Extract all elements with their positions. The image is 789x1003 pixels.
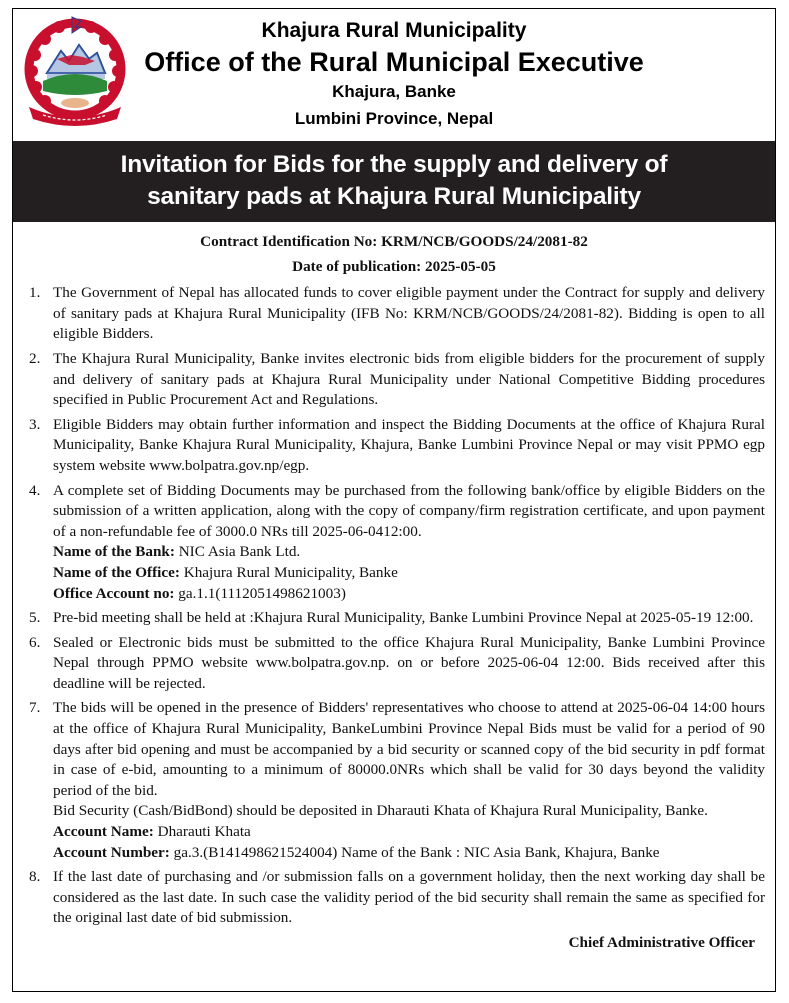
bank-name-label: Name of the Bank: — [53, 543, 175, 561]
list-item-number: 7. — [29, 699, 41, 717]
list-item-text: The Government of Nepal has allocated funds to cover eligible payment under the Contract for supply and delivery of sanitary pads at Khajura Rural Municipality (IFB No: KRM/NCB/GOODS/24/2081-82). Bidding is open to all eligible Bidders. — [53, 284, 765, 343]
list-item-text: The bids will be opened in the presence of Bidders' representatives who choose to attend at 2025-06-04 14:00 hours at the office of Khajura Rural Municipality, BankeLumbini Province Nepal Bids must be valid for a period of 90 days after bid opening and must be accompanied by a bid security or scanned copy of the bid security in pdf format in case of e-bid, amounting to a minimum of 80000.0NRs which shall be valid for 30 days beyond the validity period of the bid. — [53, 699, 765, 799]
notice-title-banner — [13, 141, 775, 222]
list-item — [23, 698, 765, 863]
office-province: Lumbini Province, Nepal — [294, 109, 494, 128]
letterhead — [13, 9, 775, 141]
office-name-value: Khajura Rural Municipality, Banke — [179, 563, 398, 581]
list-item-text: The Khajura Rural Municipality, Banke invites electronic bids from eligible bidders for the procurement of supply and delivery of sanitary pads at Khajura Rural Municipality under National Competitive Bidding procedures specified in Public Procurement Act and Regulations. — [53, 349, 765, 409]
list-item-text: Sealed or Electronic bids must be submitted to the office Khajura Rural Municipality, Banke Lumbini Province Nepal through PPMO website www.bolpatra.gov.np. on or before 2025-06-04 12:00. Bids received after this deadline will be rejected. — [53, 633, 765, 692]
banner-title-line1: Invitation for Bids for the supply and delivery of — [120, 151, 668, 178]
office-account-line — [53, 584, 765, 605]
list-item — [23, 283, 765, 345]
account-number-value: ga.3.(B141498621524004) Name of the Bank : NIC Asia Bank, Khajura, Banke — [169, 843, 660, 861]
office-account-value: ga.1.1(1112051498621003) — [174, 584, 346, 602]
account-number-label: Account Number: — [53, 843, 170, 861]
list-item — [23, 867, 765, 929]
contract-identification: Contract Identification No: KRM/NCB/GOODS/24/2081-82 — [200, 233, 588, 250]
publication-date: Date of publication: 2025-05-05 — [292, 257, 496, 275]
office-address: Khajura, Banke — [332, 82, 456, 101]
office-name-label: Name of the Office: — [53, 563, 180, 581]
bank-name-line — [53, 542, 765, 563]
list-item-number: 2. — [29, 349, 41, 367]
list-item-number: 5. — [29, 609, 41, 627]
notice-page — [12, 8, 776, 992]
notice-body — [13, 232, 775, 954]
list-item-text: If the last date of purchasing and /or submission falls on a government holiday, then the next working day shall be considered as the last date. In such case the validity period of the bid security shall remain the same as specified for the original last date of bid submission. — [53, 868, 765, 927]
account-name-value: Dharauti Khata — [153, 823, 251, 841]
list-item — [23, 481, 765, 605]
list-item-number: 8. — [29, 868, 41, 886]
clause-list — [23, 283, 765, 929]
account-number-line — [53, 843, 765, 864]
list-item-number: 4. — [29, 481, 41, 499]
list-item-text: Pre-bid meeting shall be held at :Khajura Rural Municipality, Banke Lumbini Province Nepal at 2025-05-19 12:00. — [53, 609, 754, 627]
list-item — [23, 608, 765, 629]
list-item-text: Eligible Bidders may obtain further information and inspect the Bidding Documents at the office of Khajura Rural Municipality, Banke Khajura Rural Municipality, Khajura, Banke Lumbini Province Nepal or may visit PPMO egp system website www.bolpatra.gov.np/egp. — [53, 415, 765, 474]
municipality-name: Khajura Rural Municipality — [261, 19, 527, 42]
bank-name-value: NIC Asia Bank Ltd. — [174, 543, 301, 561]
account-name-line — [53, 822, 765, 843]
banner-title-line2: sanitary pads at Khajura Rural Municipality — [147, 183, 641, 210]
list-item-number: 6. — [29, 633, 41, 651]
account-name-label: Account Name: — [53, 823, 154, 841]
office-name-line — [53, 563, 765, 584]
list-item-number: 3. — [29, 415, 41, 433]
list-item — [23, 415, 765, 477]
list-item — [23, 633, 765, 695]
list-item-number: 1. — [29, 284, 41, 302]
bid-security-deposit-text: Bid Security (Cash/BidBond) should be deposited in Dharauti Khata of Khajura Rural Municipality, Banke. — [53, 802, 708, 820]
list-item — [23, 349, 765, 411]
office-account-label: Office Account no: — [53, 584, 175, 602]
office-name: Office of the Rural Municipal Executive — [144, 47, 644, 77]
signatory-title: Chief Administrative Officer — [568, 934, 755, 951]
list-item-text: A complete set of Bidding Documents may be purchased from the following bank/office by eligible Bidders on the submission of a written application, along with the copy of company/firm registration certificate, and upon payment of a non-refundable fee of 3000.0 NRs till 2025-06-0412:00. — [53, 481, 765, 540]
